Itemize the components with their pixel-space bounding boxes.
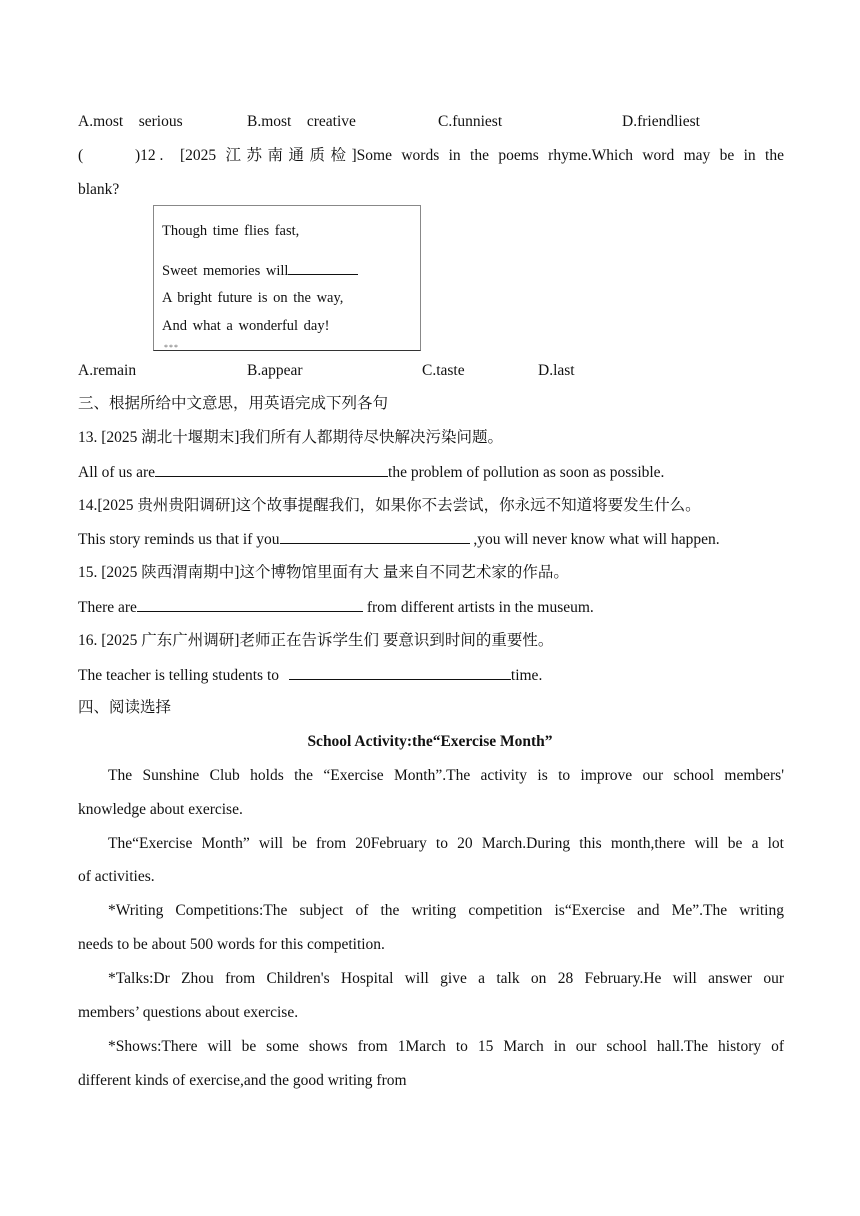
q12-stem-cont: blank? (78, 181, 120, 198)
q12-stem: [2025 江苏南通质检]Some words in the poems rhyme.Which word may be in the (180, 147, 784, 164)
paragraph-4-line-1: *Talks:Dr Zhou from Children's Hospital will give a talk on 28 February.He will answer our (108, 970, 784, 987)
q15-blank[interactable] (137, 597, 363, 612)
q14-blank[interactable] (280, 529, 470, 544)
paragraph-3-line-1: *Writing Competitions:The subject of the writing competition is“Exercise and Me”.The writing (108, 902, 784, 919)
q12-option-b: B.appear (247, 362, 303, 379)
q11-option-d: D.friendliest (622, 113, 700, 130)
q13-chinese: 13. [2025 湖北十堰期末]我们所有人都期待尽快解决污染问题。 (78, 429, 503, 446)
poem-line-1: Though time flies fast, (162, 223, 300, 239)
q12-number: )12 . (135, 147, 164, 164)
q15-english: There are from different artists in the museum. (78, 599, 594, 616)
q14-chinese: 14.[2025 贵州贵阳调研]这个故事提醒我们，如果你不去尝试，你永远不知道将要发生什么。 (78, 497, 701, 514)
q16-blank[interactable] (289, 665, 511, 680)
poem-line-4: And what a wonderful day! (162, 318, 330, 334)
q12-paren-open: ( (78, 147, 84, 164)
paragraph-1-line-2: knowledge about exercise. (78, 801, 243, 818)
paragraph-2-line-1: The“Exercise Month” will be from 20February to 20 March.During this month,there will be a lot (108, 835, 784, 852)
poem-line-2: Sweet memories will (162, 260, 358, 280)
paragraph-1-line-1: The Sunshine Club holds the “Exercise Month”.The activity is to improve our school members' (108, 767, 784, 784)
poem-box (153, 205, 421, 351)
q11-option-a: A.most serious (78, 113, 183, 130)
poem-dots: *** (164, 343, 179, 352)
q12-option-d: D.last (538, 362, 575, 379)
q12-option-a: A.remain (78, 362, 137, 379)
q12-option-c: C.taste (422, 362, 465, 379)
q11-option-b: B.most creative (247, 113, 356, 130)
passage-title: School Activity:the“Exercise Month” (307, 733, 553, 750)
q13-blank[interactable] (155, 462, 388, 477)
poem-line-3: A bright future is on the way, (162, 290, 344, 306)
q14-english: This story reminds us that if you ,you will never know what will happen. (78, 531, 720, 548)
paragraph-5-line-1: *Shows:There will be some shows from 1March to 15 March in our school hall.The history of (108, 1038, 784, 1055)
paragraph-2-line-2: of activities. (78, 868, 155, 885)
poem-blank[interactable] (288, 260, 358, 275)
paragraph-5-line-2: different kinds of exercise,and the good writing from (78, 1072, 407, 1089)
paragraph-4-line-2: members’ questions about exercise. (78, 1004, 299, 1021)
paragraph-3-line-2: needs to be about 500 words for this competition. (78, 936, 385, 953)
section3-heading: 三、根据所给中文意思，用英语完成下列各句 (78, 395, 389, 412)
q16-english: The teacher is telling students to time. (78, 667, 543, 684)
section4-heading: 四、阅读选择 (78, 699, 172, 716)
q16-chinese: 16. [2025 广东广州调研]老师正在告诉学生们 要意识到时间的重要性。 (78, 632, 554, 649)
q13-english: All of us are the problem of pollution as soon as possible. (78, 464, 665, 481)
q15-chinese: 15. [2025 陕西渭南期中]这个博物馆里面有大 量来自不同艺术家的作品。 (78, 564, 569, 581)
q11-option-c: C.funniest (438, 113, 503, 130)
